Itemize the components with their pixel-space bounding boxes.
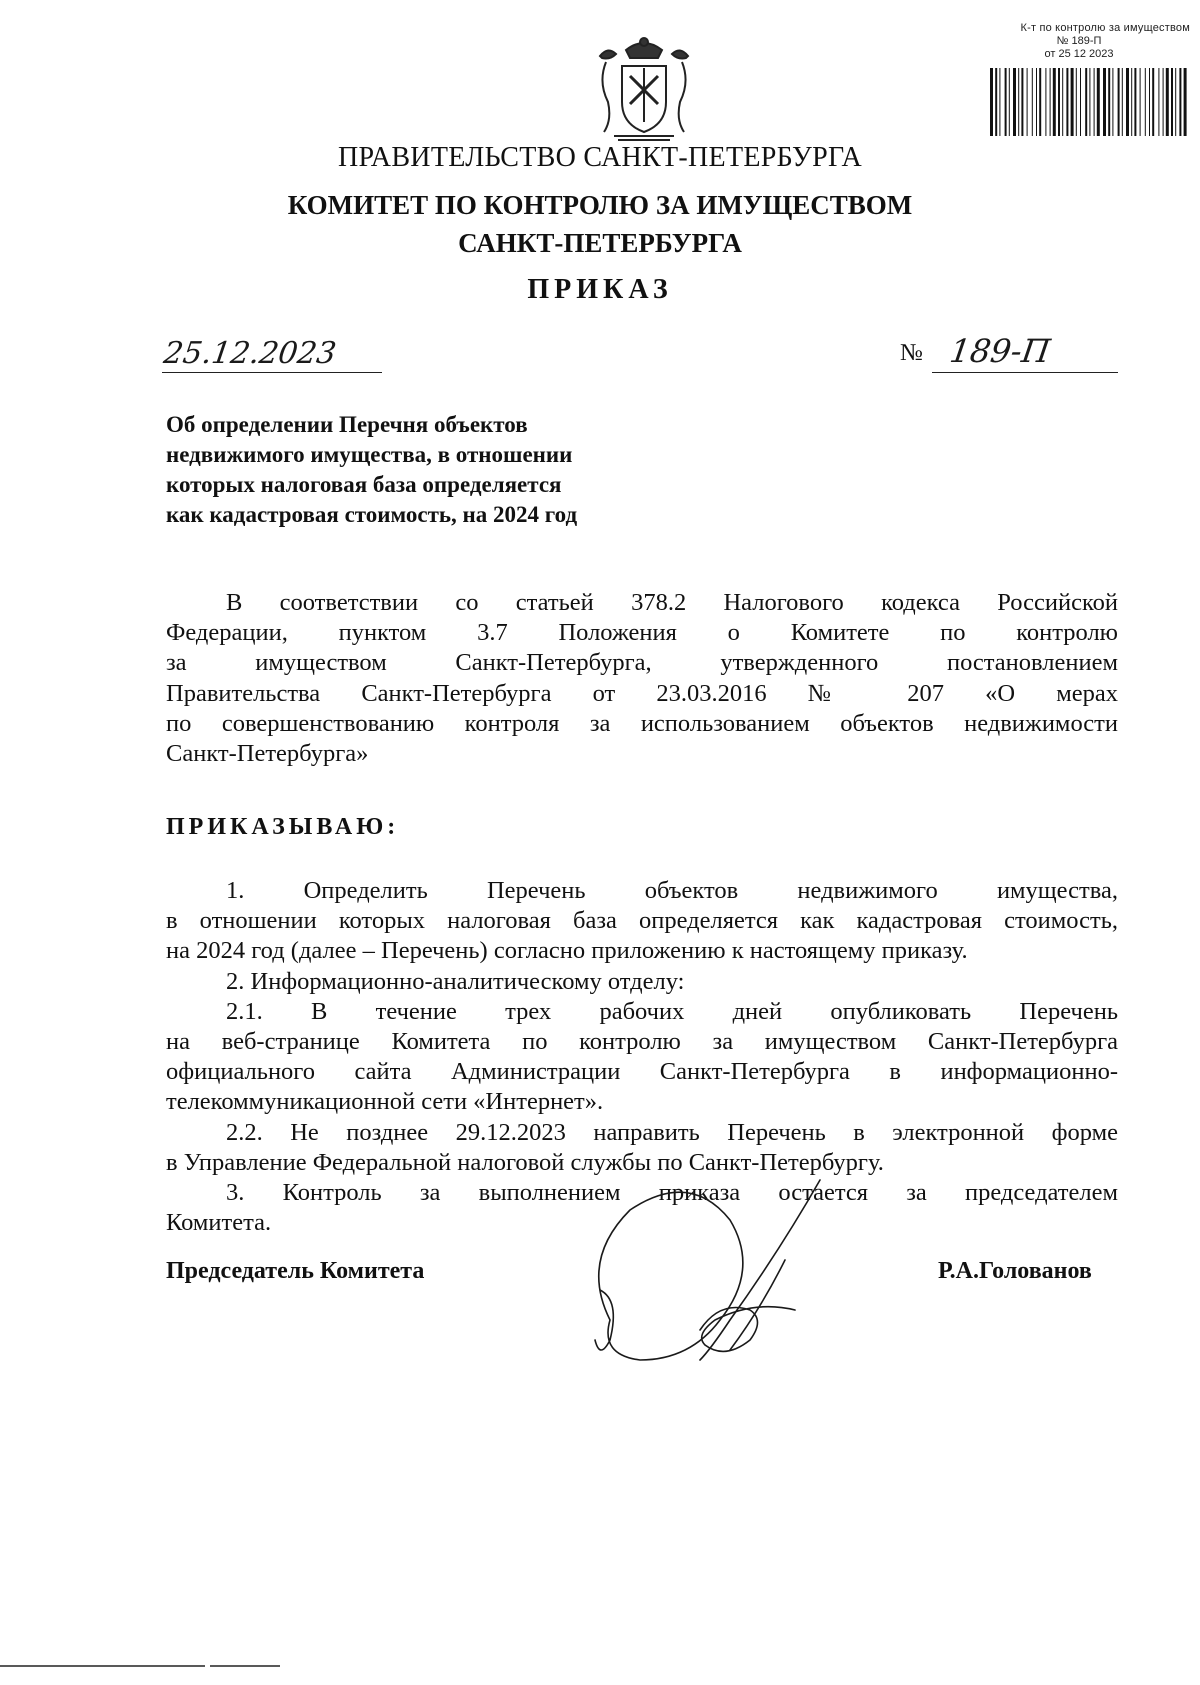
barcode-bar (1158, 68, 1159, 136)
coat-of-arms-emblem (596, 36, 692, 146)
barcode-bar (1131, 68, 1132, 136)
barcode-bar (1018, 68, 1019, 136)
item-2-1-line: на веб-странице Комитета по контролю за имуществом Санкт-Петербурга (166, 1028, 1118, 1056)
barcode-bar (990, 68, 993, 136)
order-number: 189-П (947, 332, 1053, 370)
barcode-bar (1058, 68, 1060, 136)
barcode-bar (1080, 68, 1081, 136)
preamble-line: Правительства Санкт-Петербурга от 23.03.2016 № 207 «О мерах (166, 679, 1118, 707)
item-2-2-line: в Управление Федеральной налоговой службы по Санкт-Петербургу. (166, 1148, 884, 1176)
barcode-bar (1045, 68, 1046, 136)
barcode-bar (1039, 68, 1041, 136)
barcode-bar (1085, 68, 1087, 136)
barcode-bar (1134, 68, 1136, 136)
orders-heading: ПРИКАЗЫВАЮ: (166, 814, 400, 840)
barcode-bar (1103, 68, 1106, 136)
item-2-1-line: телекоммуникационной сети «Интернет». (166, 1088, 604, 1116)
number-label: № (900, 340, 923, 366)
barcode-bar (1053, 68, 1056, 136)
barcode-bar (1097, 68, 1100, 136)
preamble-line: за имуществом Санкт-Петербурга, утвержденного постановлением (166, 649, 1118, 677)
barcode-bar (1032, 68, 1033, 136)
subject-line: Об определении Перечня объектов (166, 412, 528, 437)
preamble-line: Федерации, пунктом 3.7 Положения о Комитете по контролю (166, 619, 1118, 647)
item-2: 2. Информационно-аналитическому отделу: (226, 967, 685, 995)
barcode-bar (1036, 68, 1037, 136)
number-underline (932, 372, 1118, 373)
barcode-bar (1184, 68, 1187, 136)
barcode-bar (1076, 68, 1077, 136)
handwritten-signature (570, 1170, 890, 1380)
barcode-bar (1094, 68, 1095, 136)
stamp-org: К-т по контролю за имуществом (1020, 22, 1190, 34)
barcode-bar (1005, 68, 1007, 136)
barcode-bar (1166, 68, 1169, 136)
signatory-position: Председатель Комитета (166, 1258, 425, 1284)
barcode-bar (995, 68, 997, 136)
item-1-line: на 2024 год (далее – Перечень) согласно приложению к настоящему приказу. (166, 937, 968, 965)
barcode-bar (1122, 68, 1123, 136)
stamp-number: № 189-П (1056, 35, 1102, 47)
barcode-bar (1009, 68, 1010, 136)
committee-title (0, 186, 1200, 262)
barcode-bar (1175, 68, 1176, 136)
order-subject (166, 410, 686, 530)
signatory-name: Р.А.Голованов (938, 1258, 1092, 1284)
date-underline (162, 372, 382, 373)
barcode-bar (1112, 68, 1113, 136)
barcode-bar (1163, 68, 1164, 136)
subject-line: как кадастровая стоимость, на 2024 год (166, 502, 578, 527)
barcode-bar (1171, 68, 1173, 136)
committee-title-line1: КОМИТЕТ ПО КОНТРОЛЮ ЗА ИМУЩЕСТВОМ (287, 190, 913, 220)
item-3-line: 3. Контроль за выполнением приказа остается за председателем (226, 1179, 1118, 1207)
item-1-line: в отношении которых налоговая база определяется как кадастровая стоимость, (166, 907, 1118, 935)
government-title: ПРАВИТЕЛЬСТВО САНКТ-ПЕТЕРБУРГА (338, 142, 862, 173)
committee-title-line2: САНКТ-ПЕТЕРБУРГА (458, 228, 742, 258)
item-3-line: Комитета. (166, 1209, 272, 1237)
barcode-bar (1050, 68, 1051, 136)
subject-line: недвижимого имущества, в отношении (166, 442, 573, 467)
barcode-bar (1140, 68, 1141, 136)
barcode-bar (999, 68, 1000, 136)
barcode-bar (1108, 68, 1110, 136)
item-2-2-line: 2.2. Не позднее 29.12.2023 направить Перечень в электронной форме (226, 1118, 1118, 1146)
footer-divider (0, 1662, 290, 1672)
barcode-bar (1149, 68, 1150, 136)
preamble-line: Санкт-Петербурга» (166, 740, 369, 768)
barcode-bar (1179, 68, 1181, 136)
barcode-bar (1066, 68, 1068, 136)
preamble-paragraph (166, 588, 1118, 769)
item-1-line: 1. Определить Перечень объектов недвижимого имущества, (226, 877, 1118, 904)
barcode-bar (1013, 68, 1016, 136)
document-type: ПРИКАЗ (527, 274, 673, 305)
barcode-bar (1126, 68, 1129, 136)
barcode-bar (1152, 68, 1154, 136)
barcode-bar (1021, 68, 1023, 136)
item-2-1-line: официального сайта Администрации Санкт-Петербурга в информационно- (166, 1058, 1118, 1086)
barcode-bar (1071, 68, 1074, 136)
barcode-bar (1062, 68, 1063, 136)
barcode (990, 68, 1188, 136)
stamp-date: от 25 12 2023 (1044, 48, 1114, 60)
barcode-bar (1027, 68, 1028, 136)
subject-line: которых налоговая база определяется (166, 472, 562, 497)
registration-stamp (968, 22, 1190, 61)
barcode-bar (1118, 68, 1120, 136)
preamble-line: по совершенствованию контроля за использованием объектов недвижимости (166, 709, 1118, 737)
barcode-bar (1089, 68, 1090, 136)
item-2-1-line: 2.1. В течение трех рабочих дней опубликовать Перечень (226, 997, 1118, 1025)
barcode-bar (1145, 68, 1146, 136)
order-date: 25.12.2023 (161, 336, 339, 371)
preamble-line: В соответствии со статьей 378.2 Налогового кодекса Российской (226, 589, 1118, 616)
